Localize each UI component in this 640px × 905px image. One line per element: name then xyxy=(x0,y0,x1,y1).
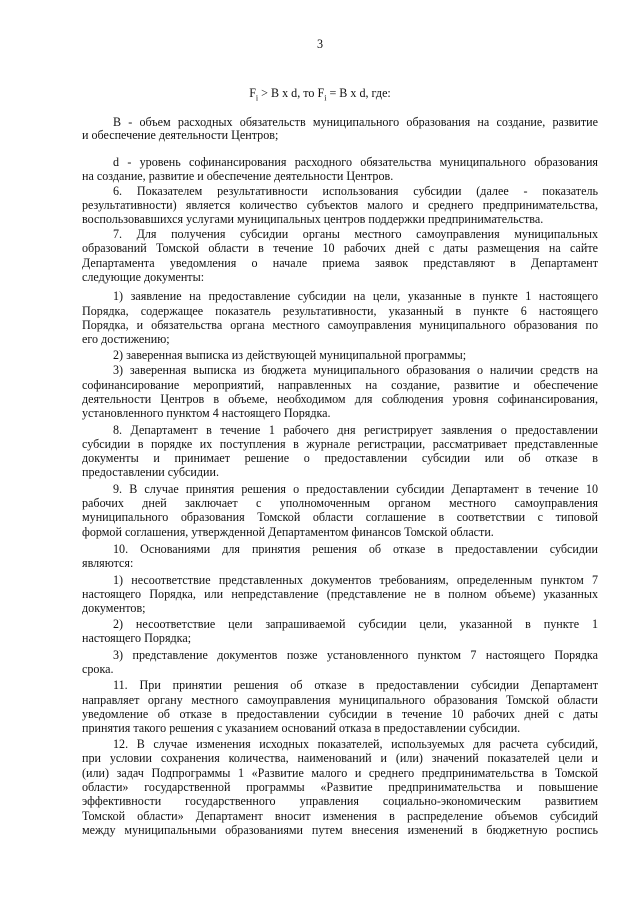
text-line: срока. xyxy=(82,662,114,676)
text-line: деятельности Центров в объеме, необходимом для соблюдения уровня софинансирования, xyxy=(82,392,598,406)
text-line: установленного пунктом 4 настоящего Порядка. xyxy=(82,406,331,420)
text-line: документы и принимает решение о предоставлении субсидии или об отказе в xyxy=(82,451,598,465)
text-line: результативности) является количество субъектов малого и среднего предпринимательства, xyxy=(82,198,598,212)
text-line: 1) несоответствие представленных документов требованиям, определенным пунктом 7 xyxy=(113,573,598,587)
text-line: на создание, развитие и обеспечение деятельности Центров. xyxy=(82,169,394,183)
text-line: образований Томской области в течение 10 рабочих дней с даты размещения на сайте xyxy=(82,241,598,255)
text-line: принятия такого решения с указанием оснований отказа в предоставлении субсидии. xyxy=(82,721,521,735)
text-line: 9. В случае принятия решения о предоставлении субсидии Департамент в течение 10 xyxy=(113,482,598,496)
text-line: уведомление об отказе в предоставлении субсидии в течение 10 рабочих дней с даты xyxy=(82,707,598,721)
text-line: (или) задач Подпрограммы 1 «Развитие малого и среднего предпринимательства в Томской xyxy=(82,766,598,780)
text-line: настоящего Порядка; xyxy=(82,631,192,645)
text-line: софинансирование мероприятий, направленных на создание, развитие и обеспечение xyxy=(82,378,598,392)
formula: $F_i > B$ x d, то $F_i = B$ x d, где: xyxy=(249,86,391,103)
text-line: 8. Департамент в течение 1 рабочего дня регистрирует заявления о предоставлении xyxy=(113,423,598,437)
text-line: 3) заверенная выписка из бюджета муниципального образования о наличии средств на xyxy=(113,363,598,377)
text-line: Порядка, и обязательства органа местного самоуправления муниципального образования по xyxy=(82,318,598,332)
text-line: 7. Для получения субсидии органы местного самоуправления муниципальных xyxy=(113,227,598,241)
text-line: области» государственной программы «Развитие предпринимательства и повышение xyxy=(82,780,598,794)
text-line: 11. При принятии решения об отказе в предоставлении субсидии Департамент xyxy=(113,678,598,692)
text-line: документов; xyxy=(82,601,146,615)
text-line: эффективности государственного управления социально-экономическим развитием xyxy=(82,794,598,808)
text-line: Томской области» Департамент вносит изменения в распределение объемов субсидий xyxy=(82,809,598,823)
text-line: 1) заявление на предоставление субсидии на цели, указанные в пункте 1 настоящего xyxy=(113,289,598,303)
text-line: и обеспечение деятельности Центров; xyxy=(82,128,279,142)
text-line: направляет органу местного самоуправления муниципального образования Томской области xyxy=(82,693,598,707)
text-line: его достижению; xyxy=(82,332,170,346)
text-line: при условии сохранения количества, наименований и (или) значений показателей цели и xyxy=(82,751,598,765)
text-line: 12. В случае изменения исходных показателей, используемых для расчета субсидий, xyxy=(113,737,598,751)
text-line: В - объем расходных обязательств муниципального образования на создание, развитие xyxy=(113,115,598,129)
text-line: предоставлении субсидии. xyxy=(82,465,219,479)
text-line: рабочих дней заключает с уполномоченным органом местного самоуправления xyxy=(82,496,598,510)
text-line: воспользовавшихся услугами муниципальных центров поддержки предпринимательства. xyxy=(82,212,544,226)
page-number: 3 xyxy=(316,37,324,51)
text-line: муниципального образования Томской области соглашение в соответствии с типовой xyxy=(82,510,598,524)
text-line: формой соглашения, утвержденной Департаментом финансов Томской области. xyxy=(82,525,494,539)
text-line: 6. Показателем результативности использования субсидии (далее - показатель xyxy=(113,184,598,198)
text-line: 2) заверенная выписка из действующей муниципальной программы; xyxy=(113,348,467,362)
text-line: настоящего Порядка, или непредставление (представление не в полном объеме) указанных xyxy=(82,587,598,601)
text-line: 2) несоответствие цели запрашиваемой субсидии цели, указанной в пункте 1 xyxy=(113,617,598,631)
text-line: являются: xyxy=(82,556,134,570)
text-line: субсидии в порядке их поступления в журнале регистрации, рассматривает представленные xyxy=(82,437,598,451)
text-line: 10. Основаниями для принятия решения об отказе в предоставлении субсидии xyxy=(113,542,598,556)
text-line: 3) представление документов позже установленного пунктом 7 настоящего Порядка xyxy=(113,648,598,662)
text-line: d - уровень софинансирования расходного обязательства муниципального образования xyxy=(113,155,598,169)
text-line: между муниципальными образованиями путем внесения изменений в бюджетную роспись xyxy=(82,823,598,837)
text-line: следующие документы: xyxy=(82,270,205,284)
text-line: Порядка, содержащее показатель результативности, указанный в пункте 6 настоящего xyxy=(82,304,598,318)
text-line: Департамента уведомления о начале приема заявок представляют в Департамент xyxy=(82,256,598,270)
